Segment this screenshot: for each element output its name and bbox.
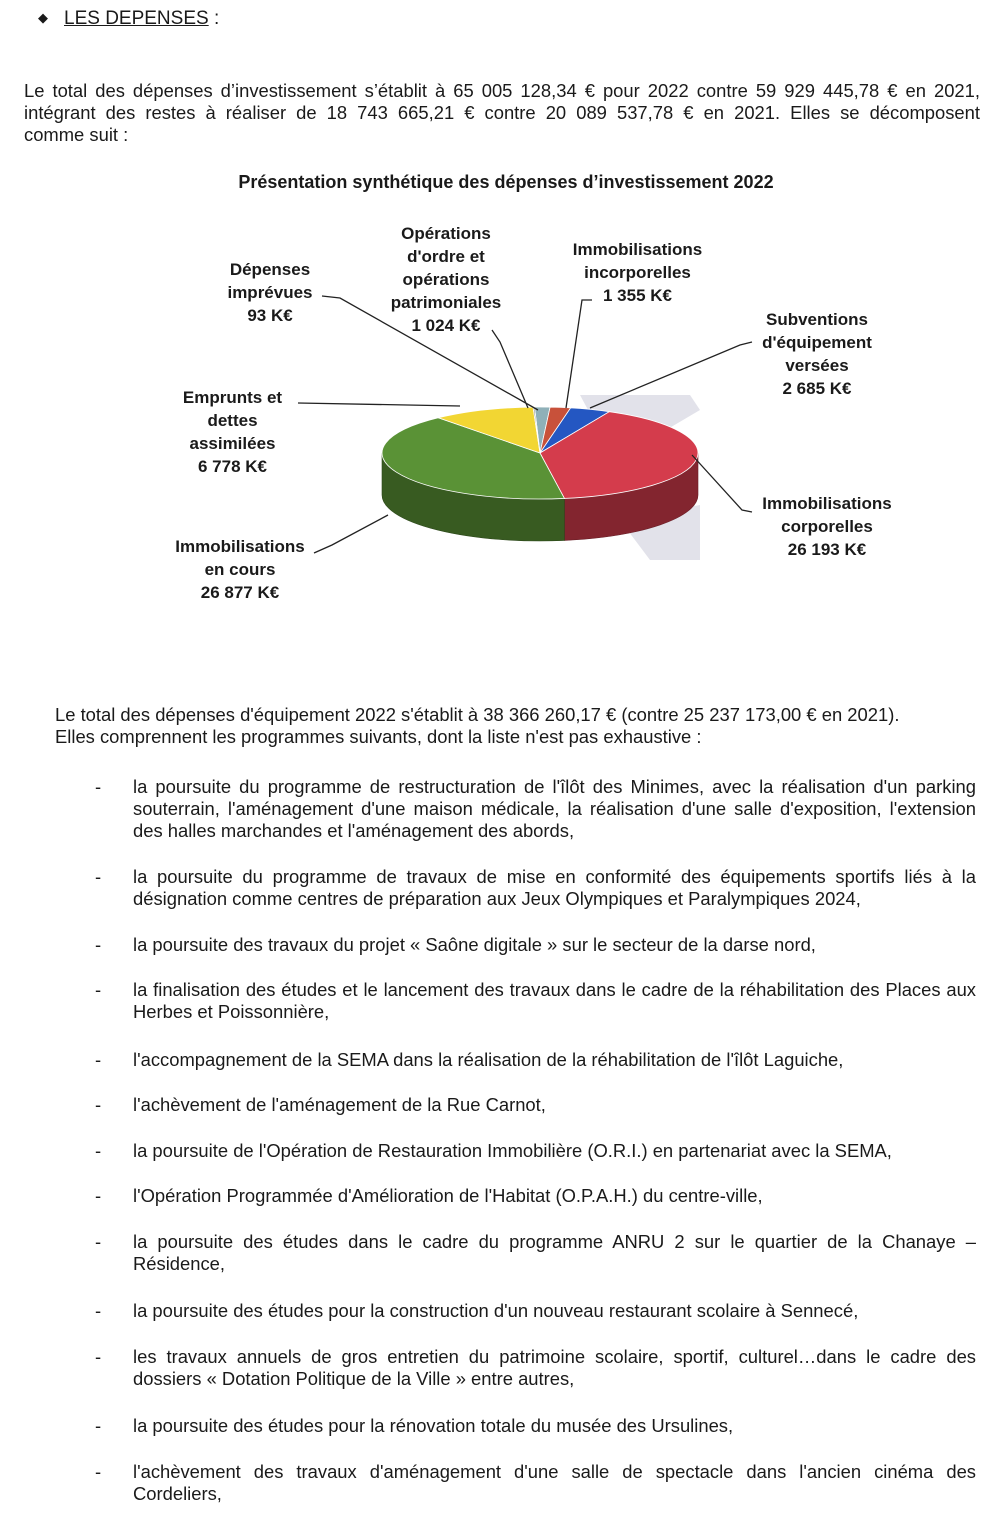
program-text: la poursuite du programme de travaux de mise en conformité des équipements sportifs liés à la désignation comme centres de préparation aux Jeux Olympiques et Paralympiques 2024,: [133, 866, 976, 909]
label-text: opérations: [402, 270, 490, 289]
dash-bullet-icon: -: [95, 866, 102, 887]
label-value: 6 778 K€: [198, 457, 267, 476]
equipment-line-2: Elles comprennent les programmes suivants, dont la liste n'est pas exhaustive :: [55, 726, 702, 747]
label-text: Dépenses: [229, 260, 311, 279]
program-text: la poursuite des études pour la rénovation totale du musée des Ursulines,: [133, 1415, 734, 1436]
dash-bullet-icon: -: [95, 1049, 102, 1070]
program-text: la finalisation des études et le lancement des travaux dans le cadre de la réhabilitation des Places aux Herbes et Poissonnière,: [133, 979, 976, 1022]
dash-bullet-icon: -: [95, 1461, 102, 1482]
label-text: corporelles: [781, 517, 873, 536]
label-text: Immobilisations: [762, 494, 892, 513]
label-value: 2 685 K€: [782, 379, 852, 398]
label-value: 26 193 K€: [787, 540, 867, 559]
dash-bullet-icon: -: [95, 1094, 102, 1115]
chart-title: Présentation synthétique des dépenses d’investissement 2022: [238, 172, 774, 192]
program-text: la poursuite du programme de restructuration de l'îlôt des Minimes, avec la réalisation d'un parking souterrain, l'aménagement d'une maison médicale, la réalisation d'une salle d'exposition, l'extension des halles marchandes et l'aménagement des abords,: [133, 776, 976, 841]
leader-line-incorp: [566, 300, 592, 408]
program-text: la poursuite des études pour la construction d'un nouveau restaurant scolaire à Sennecé,: [133, 1300, 859, 1321]
program-text: la poursuite des travaux du projet « Saône digitale » sur le secteur de la darse nord,: [133, 934, 816, 955]
label-text: Subventions: [765, 310, 868, 329]
label-text: Emprunts et: [182, 388, 283, 407]
leader-line-encours: [314, 515, 388, 553]
label-immobilisations-incorporelles: [550, 238, 725, 307]
dash-bullet-icon: -: [95, 1231, 102, 1252]
program-text: l'achèvement des travaux d'aménagement d'une salle de spectacle dans l'ancien cinéma des Cordeliers,: [133, 1461, 976, 1504]
intro-line-3: comme suit :: [24, 124, 129, 145]
diamond-bullet-icon: ◆: [38, 10, 48, 25]
label-text: incorporelles: [584, 263, 691, 282]
label-text: dettes: [207, 411, 258, 430]
dash-bullet-icon: -: [95, 776, 102, 797]
intro-line-1: Le total des dépenses d’investissement s’établit à 65 005 128,34 € pour 2022 contre 59 929 445,78 € en 2021,: [24, 80, 980, 101]
label-emprunts-dettes: [165, 386, 300, 478]
dash-bullet-icon: -: [95, 1185, 102, 1206]
label-value: 1 355 K€: [603, 286, 672, 305]
label-immobilisations-en-cours: [155, 535, 325, 604]
program-text: la poursuite de l'Opération de Restauration Immobilière (O.R.I.) en partenariat avec la SEMA,: [133, 1140, 892, 1161]
dash-bullet-icon: -: [95, 979, 102, 1000]
label-text: Opérations: [401, 224, 491, 243]
label-text: Immobilisations: [572, 240, 703, 259]
program-text: la poursuite des études dans le cadre du programme ANRU 2 sur le quartier de la Chanaye – Résidence,: [133, 1231, 976, 1274]
dash-bullet-icon: -: [95, 1346, 102, 1367]
label-text: assimilées: [189, 434, 276, 453]
leader-line-ordre: [492, 330, 528, 408]
label-text: en cours: [204, 560, 276, 579]
equipment-line-1: Le total des dépenses d'équipement 2022 s'établit à 38 366 260,17 € (contre 25 237 173,00 € en 2021).: [55, 704, 900, 725]
dash-bullet-icon: -: [95, 934, 102, 955]
label-text: Immobilisations: [175, 537, 305, 556]
label-value: 93 K€: [247, 306, 293, 325]
label-text: versées: [785, 356, 849, 375]
label-depenses-imprevues: [210, 258, 330, 327]
section-title: LES DEPENSES: [64, 8, 209, 29]
equipment-paragraph: [55, 704, 975, 748]
program-text: l'Opération Programmée d'Amélioration de l'Habitat (O.P.A.H.) du centre-ville,: [133, 1185, 763, 1206]
program-text: l'achèvement de l'aménagement de la Rue Carnot,: [133, 1094, 546, 1115]
label-operations-ordre: [376, 222, 516, 337]
section-title-suffix: :: [208, 8, 220, 29]
label-value: 26 877 K€: [200, 583, 280, 602]
dash-bullet-icon: -: [95, 1415, 102, 1436]
dash-bullet-icon: -: [95, 1140, 102, 1161]
label-text: d'équipement: [762, 333, 872, 352]
leader-line-emprunts: [298, 403, 460, 406]
program-text: l'accompagnement de la SEMA dans la réalisation de la réhabilitation de l'îlôt Laguiche,: [133, 1049, 844, 1070]
dash-bullet-icon: -: [95, 1300, 102, 1321]
label-subventions-equipement: [742, 308, 892, 400]
label-immobilisations-corporelles: [742, 492, 912, 561]
intro-line-2: intégrant des restes à réaliser de 18 743 665,21 € contre 20 089 537,78 € en 2021. Elles se décomposent: [24, 102, 980, 123]
label-text: d'ordre et: [407, 247, 485, 266]
program-text: les travaux annuels de gros entretien du patrimoine scolaire, sportif, culturel…dans le cadre des dossiers « Dotation Politique de la Ville » entre autres,: [133, 1346, 976, 1389]
label-value: 1 024 K€: [411, 316, 481, 335]
label-text: patrimoniales: [390, 293, 502, 312]
label-text: imprévues: [227, 283, 313, 302]
